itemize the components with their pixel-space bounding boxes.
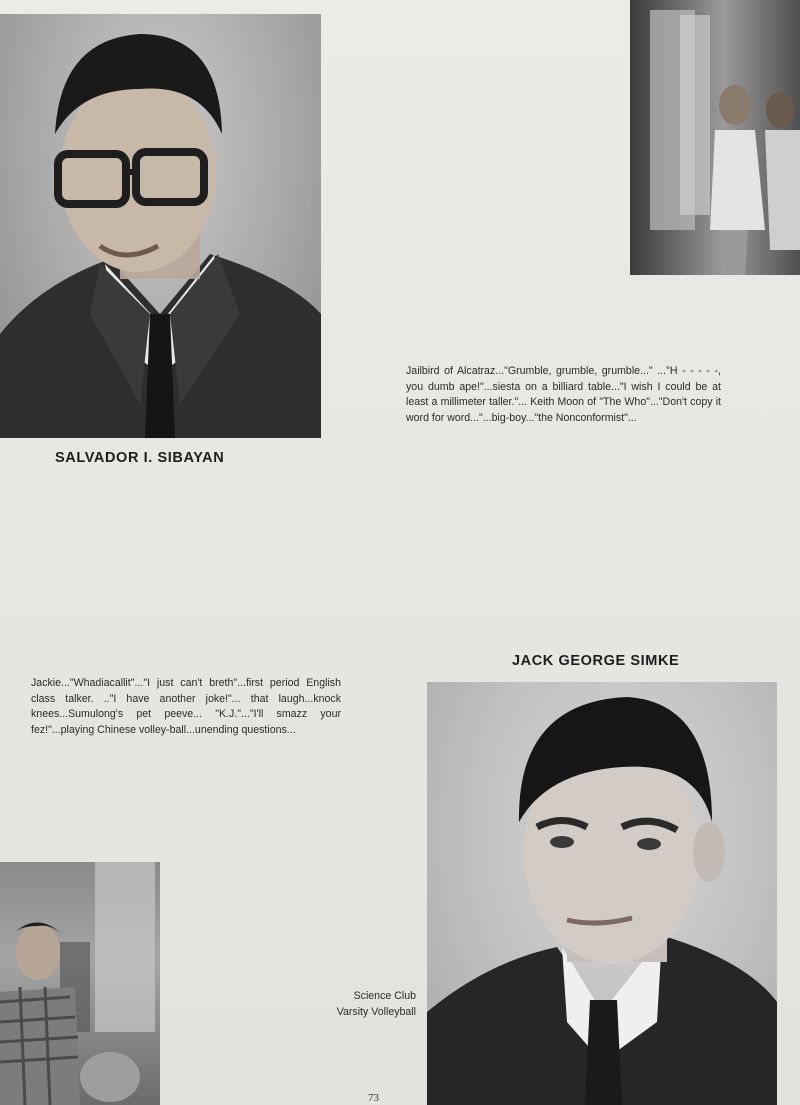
candid-photo-hallway — [630, 0, 800, 275]
portrait-jack — [427, 682, 777, 1105]
page-number: 73 — [368, 1092, 379, 1104]
student-quote-jack: Jackie..."Whadiacallit"..."I just can't breth"...first period English class talker. .."I have another joke!"... that laugh...knock knees...Sumulong's pet peeve... "K.J."..."I'll smazz your fez!"...playing Chinese volley-ball...unending questions... — [31, 677, 341, 736]
portrait-salvador — [0, 14, 321, 438]
candid-photo-classroom — [0, 862, 160, 1105]
student-name-salvador: SALVADOR I. SIBAYAN — [55, 450, 225, 466]
activity-item: Science Club — [353, 990, 416, 1002]
activity-item: Varsity Volleyball — [336, 1006, 416, 1018]
student-name-jack: JACK GEORGE SIMKE — [512, 653, 680, 669]
activities-list-jack — [300, 988, 416, 1020]
student-quote-salvador: Jailbird of Alcatraz..."Grumble, grumble, grumble..." ..."H - - - - -, you dumb ape!"...siesta on a billiard table..."I wish I could be at least a millimeter taller."... Keith Moon of "The Who"..."Don't copy it word for word..."...big-boy..."the Nonconformist"... — [406, 365, 721, 424]
